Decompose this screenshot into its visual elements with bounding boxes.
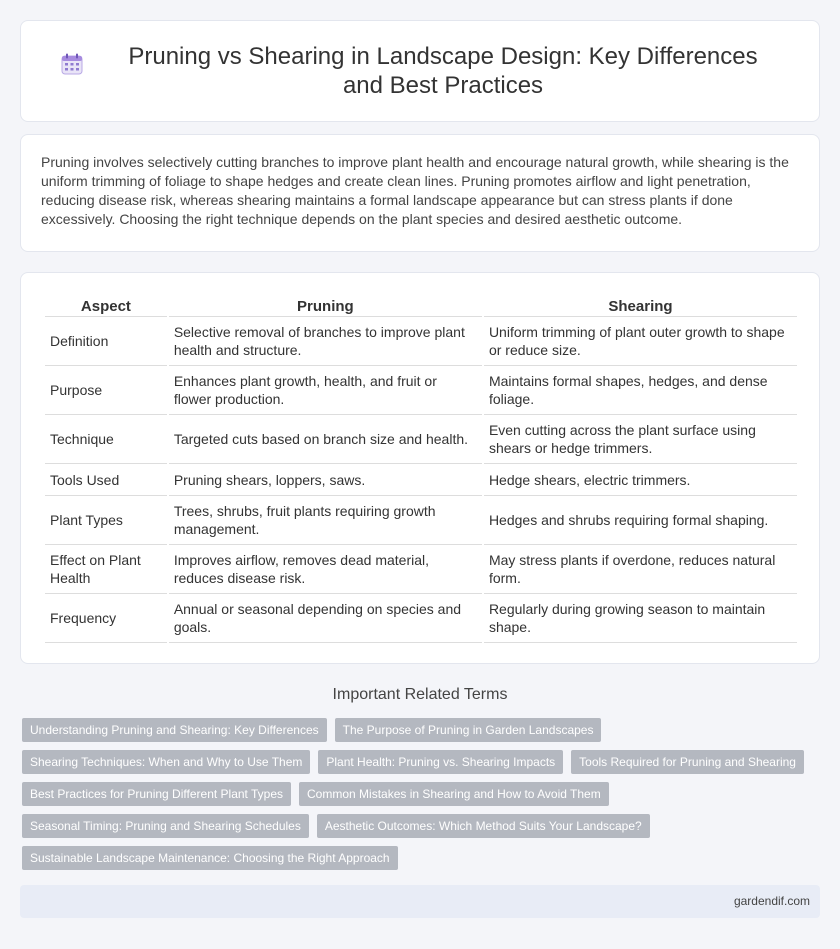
- aspect-cell: Tools Used: [45, 464, 167, 496]
- related-term-tag[interactable]: Seasonal Timing: Pruning and Shearing Schedules: [22, 814, 309, 838]
- header-pruning: Pruning: [169, 293, 482, 317]
- pruning-cell: Enhances plant growth, health, and fruit or flower production.: [169, 366, 482, 415]
- shearing-cell: Uniform trimming of plant outer growth to shape or reduce size.: [484, 317, 797, 366]
- footer-site-link[interactable]: gardendif.com: [733, 894, 810, 908]
- aspect-cell: Effect on Plant Health: [45, 545, 167, 594]
- page-title: Pruning vs Shearing in Landscape Design: Key Differences and Best Practices: [128, 43, 758, 99]
- aspect-cell: Purpose: [45, 366, 167, 415]
- table-row: [45, 415, 797, 464]
- related-terms-list: [22, 718, 802, 878]
- shearing-cell: May stress plants if overdone, reduces natural form.: [484, 545, 797, 594]
- shearing-cell: Maintains formal shapes, hedges, and dense foliage.: [484, 366, 797, 415]
- table-row: [45, 545, 797, 594]
- footer: [20, 885, 820, 918]
- aspect-cell: Frequency: [45, 594, 167, 643]
- comparison-card: [20, 272, 820, 664]
- header-shearing: Shearing: [484, 293, 797, 317]
- table-row: [45, 317, 797, 366]
- pruning-cell: Improves airflow, removes dead material, reduces disease risk.: [169, 545, 482, 594]
- table-row: [45, 594, 797, 643]
- pruning-cell: Targeted cuts based on branch size and health.: [169, 415, 482, 464]
- aspect-cell: Definition: [45, 317, 167, 366]
- aspect-cell: Technique: [45, 415, 167, 464]
- calendar-icon: [60, 52, 84, 76]
- table-header-row: [45, 293, 797, 317]
- header-card: [20, 20, 820, 122]
- pruning-cell: Annual or seasonal depending on species and goals.: [169, 594, 482, 643]
- related-term-tag[interactable]: Aesthetic Outcomes: Which Method Suits Your Landscape?: [317, 814, 650, 838]
- header-aspect: Aspect: [45, 293, 167, 317]
- aspect-cell: Plant Types: [45, 496, 167, 545]
- shearing-cell: Hedges and shrubs requiring formal shaping.: [484, 496, 797, 545]
- table-row: [45, 496, 797, 545]
- related-term-tag[interactable]: Best Practices for Pruning Different Plant Types: [22, 782, 291, 806]
- comparison-table: [43, 293, 799, 643]
- pruning-cell: Trees, shrubs, fruit plants requiring growth management.: [169, 496, 482, 545]
- related-term-tag[interactable]: Plant Health: Pruning vs. Shearing Impacts: [318, 750, 563, 774]
- table-row: [45, 464, 797, 496]
- pruning-cell: Pruning shears, loppers, saws.: [169, 464, 482, 496]
- related-term-tag[interactable]: Sustainable Landscape Maintenance: Choosing the Right Approach: [22, 846, 398, 870]
- related-terms-title: Important Related Terms: [332, 686, 508, 703]
- intro-text: Pruning involves selectively cutting branches to improve plant health and encourage natural growth, while shearing is the uniform trimming of foliage to shape hedges and create clean lines. Pruning promotes airflow and light penetration, reducing disease risk, whereas shearing maintains a formal landscape appearance but can stress plants if done excessively. Choosing the right technique depends on the plant species and desired aesthetic outcome.: [41, 154, 789, 227]
- related-term-tag[interactable]: Shearing Techniques: When and Why to Use Them: [22, 750, 310, 774]
- intro-card: [20, 134, 820, 252]
- related-term-tag[interactable]: Common Mistakes in Shearing and How to Avoid Them: [299, 782, 609, 806]
- related-term-tag[interactable]: Tools Required for Pruning and Shearing: [571, 750, 804, 774]
- shearing-cell: Even cutting across the plant surface using shears or hedge trimmers.: [484, 415, 797, 464]
- shearing-cell: Regularly during growing season to maintain shape.: [484, 594, 797, 643]
- shearing-cell: Hedge shears, electric trimmers.: [484, 464, 797, 496]
- related-term-tag[interactable]: Understanding Pruning and Shearing: Key Differences: [22, 718, 327, 742]
- related-term-tag[interactable]: The Purpose of Pruning in Garden Landscapes: [335, 718, 602, 742]
- pruning-cell: Selective removal of branches to improve plant health and structure.: [169, 317, 482, 366]
- table-row: [45, 366, 797, 415]
